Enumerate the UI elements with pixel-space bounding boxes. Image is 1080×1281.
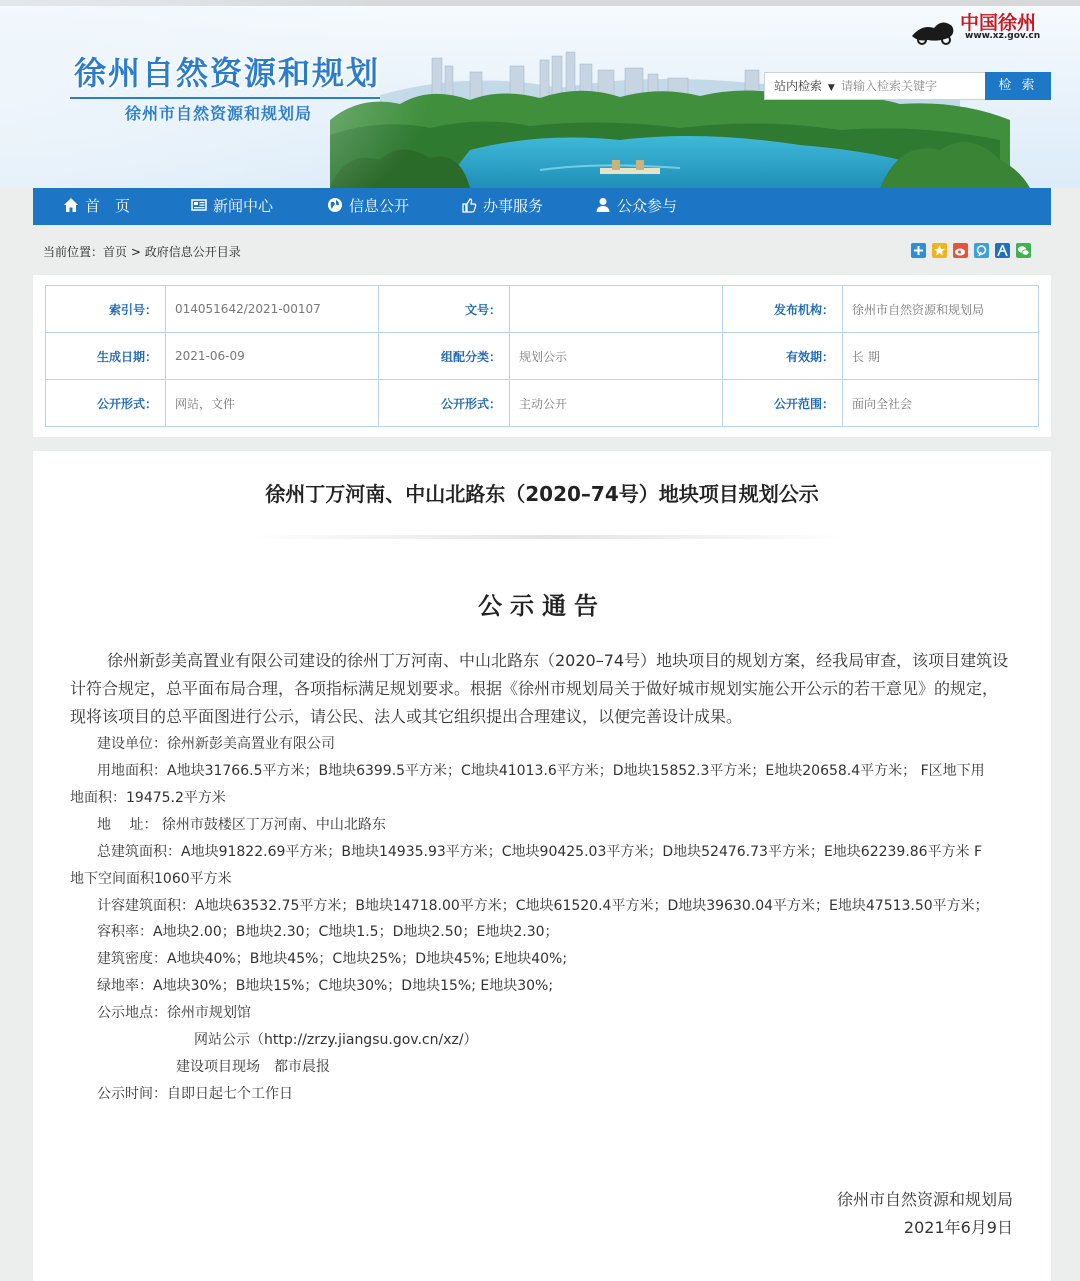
created-date-label: 生成日期： — [46, 333, 166, 380]
article-title: 徐州丁万河南、中山北路东（2020–74号）地块项目规划公示 — [265, 482, 819, 506]
validity-value: 长 期 — [843, 333, 1039, 380]
metadata-table — [45, 285, 1039, 427]
total-floor-area-line-cont: 地下空间面积1060平方米 — [70, 871, 232, 887]
duration-line: 公示时间：自即日起七个工作日 — [97, 1086, 293, 1102]
nav-item-participation[interactable] — [595, 188, 677, 225]
renren-icon[interactable] — [995, 243, 1010, 258]
land-area-line-cont: 地面积：19475.2平方米 — [70, 790, 226, 806]
index-number-label: 索引号： — [46, 286, 166, 333]
nav-label: 信息公开 — [349, 197, 410, 215]
nav-item-home[interactable] — [63, 188, 130, 225]
publish-date: 2021年6月9日 — [903, 1218, 1013, 1237]
thumbs-up-icon — [461, 197, 477, 213]
metadata-panel — [33, 275, 1051, 437]
nav-label: 首 页 — [85, 197, 131, 215]
weibo-icon[interactable] — [953, 243, 968, 258]
logo-url: www.xz.gov.cn — [965, 31, 1041, 41]
public-scope-label: 公开范围： — [723, 380, 843, 427]
qzone-icon[interactable] — [932, 243, 947, 258]
site-subtitle: 徐州市自然资源和规划局 — [125, 104, 313, 123]
publisher-value: 徐州市自然资源和规划局 — [843, 286, 1039, 333]
tencent-weibo-icon[interactable] — [974, 243, 989, 258]
article — [33, 451, 1051, 1281]
green-ratio-line: 绿地率：A地块30%；B地块15%；C地块30%；D地块15%; E地块30%; — [97, 978, 554, 994]
public-form-label: 公开形式： — [46, 380, 166, 427]
nav-item-info[interactable] — [327, 188, 409, 225]
public-form-label: 公开形式： — [379, 380, 510, 427]
public-form-value: 网站，文件 — [166, 380, 379, 427]
breadcrumb-current-link[interactable]: 政府信息公开目录 — [144, 245, 241, 259]
table-row — [46, 286, 1039, 333]
nav-label: 新闻中心 — [213, 197, 274, 215]
total-floor-area-line: 总建筑面积：A地块91822.69平方米；B地块14935.93平方米；C地块90425.03平方米；D地块52476.73平方米；E地块62239.86平方米 F — [97, 844, 983, 860]
venue-line: 公示地点：徐州市规划馆 — [97, 1005, 251, 1021]
home-icon — [63, 197, 79, 213]
publisher-label: 发布机构： — [723, 286, 843, 333]
table-row — [46, 333, 1039, 380]
address-line: 地 址： 徐州市鼓楼区丁万河南、中山北路东 — [97, 817, 386, 833]
title-divider — [248, 535, 848, 539]
fa-floor-area-line: 计容建筑面积：A地块63532.75平方米；B地块14718.00平方米；C地块61520.4平方米；D地块39630.04平方米；E地块47513.50平方米； — [97, 898, 989, 914]
search-box — [764, 72, 1050, 100]
plot-ratio-line: 容积率：A地块2.00；B地块2.30；C地块1.5；D地块2.50；E地块2.30； — [97, 924, 559, 940]
nav-item-service[interactable] — [461, 188, 543, 225]
intro-paragraph: 徐州新彭美高置业有限公司建设的徐州丁万河南、中山北路东（2020–74号）地块项目的规划方案，经我局审查，该项目建筑设计符合规定，总平面布局合理，各项指标满足规划要求。根据《徐州市规划局关于做好城市规划实施公开公示的若干意见》的规定，现将该项目的总平面图进行公示，请公民、法人或其它组织提出合理建议，以便完善设计成果。 — [70, 651, 1009, 726]
breadcrumb — [43, 243, 241, 260]
nav-label: 公众参与 — [617, 197, 678, 215]
breadcrumb-separator: > — [127, 245, 145, 259]
nav-item-news[interactable] — [191, 188, 273, 225]
search-scope-label: 站内检索 — [774, 79, 823, 93]
builder-line: 建设单位：徐州新彭美高置业有限公司 — [97, 736, 335, 752]
index-number-value: 014051642/2021-00107 — [166, 286, 379, 333]
created-date-value: 2021-06-09 — [166, 333, 379, 380]
notice-heading: 公示通告 — [478, 592, 606, 620]
document-number-label: 文号： — [379, 286, 510, 333]
globe-icon — [327, 197, 343, 213]
search-scope-select[interactable] — [765, 73, 839, 99]
land-area-line: 用地面积：A地块31766.5平方米；B地块6399.5平方米；C地块41013.6平方米；D地块15852.3平方米；E地块20658.4平方米； F区地下用 — [97, 763, 985, 779]
breadcrumb-home-link[interactable]: 首页 — [103, 245, 128, 259]
logo-text: 中国徐州 — [960, 12, 1037, 34]
newspaper-icon — [191, 197, 207, 213]
main-nav — [33, 188, 1051, 225]
user-icon — [595, 197, 611, 213]
category-label: 组配分类： — [379, 333, 510, 380]
search-button[interactable]: 检 索 — [985, 72, 1051, 100]
validity-label: 有效期： — [723, 333, 843, 380]
document-number-value — [510, 286, 723, 333]
category-value: 规划公示 — [510, 333, 723, 380]
table-row — [46, 380, 1039, 427]
title-underline — [70, 97, 380, 99]
public-form-value: 主动公开 — [510, 380, 723, 427]
header-banner — [0, 0, 1080, 188]
site-title: 徐州自然资源和规划 — [74, 54, 381, 92]
breadcrumb-prefix: 当前位置： — [43, 245, 104, 259]
building-density-line: 建筑密度：A地块40%；B地块45%；C地块25%；D地块45%; E地块40%; — [97, 951, 568, 967]
wechat-icon[interactable] — [1016, 243, 1031, 258]
search-input[interactable] — [841, 76, 981, 96]
website-line[interactable]: 网站公示（http://zrzy.jiangsu.gov.cn/xz/） — [194, 1032, 478, 1048]
chevron-down-icon: ▼ — [827, 83, 835, 93]
plus-icon[interactable] — [911, 243, 926, 258]
public-scope-value: 面向全社会 — [843, 380, 1039, 427]
nav-label: 办事服务 — [483, 197, 544, 215]
signature: 徐州市自然资源和规划局 — [836, 1190, 1013, 1209]
onsite-line: 建设项目现场 都市晨报 — [176, 1059, 330, 1075]
